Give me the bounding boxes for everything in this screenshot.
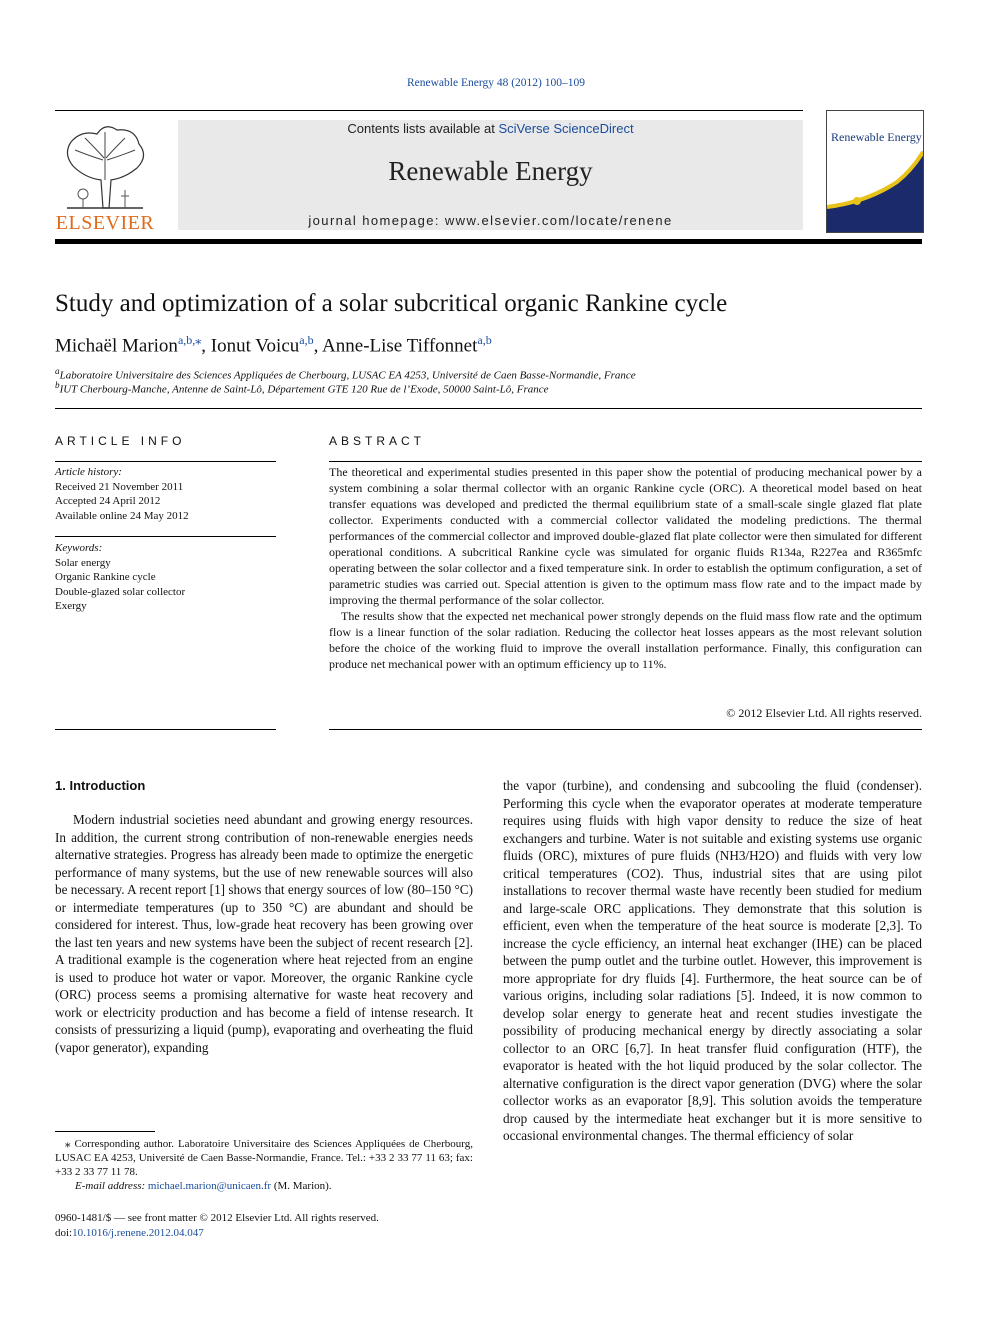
history-label: Article history:	[55, 466, 122, 478]
info-rule	[55, 536, 276, 537]
journal-cover-thumbnail	[826, 110, 924, 233]
cover-title: Renewable Energy	[831, 130, 922, 144]
issn-line: 0960-1481/$ — see front matter © 2012 Elsevier Ltd. All rights reserved.	[55, 1212, 379, 1224]
history-accepted: Accepted 24 April 2012	[55, 495, 161, 507]
abstract-rule	[329, 461, 922, 462]
article-info-heading: ARTICLE INFO	[55, 434, 186, 448]
journal-header-box	[178, 120, 803, 230]
journal-citation[interactable]: Renewable Energy 48 (2012) 100–109	[407, 77, 585, 89]
contents-line	[178, 121, 803, 136]
keywords-label: Keywords:	[55, 542, 103, 554]
author-affiliation-mark[interactable]: a,b	[477, 333, 492, 347]
history-received: Received 21 November 2011	[55, 480, 184, 493]
info-rule	[55, 729, 276, 730]
intro-right-column	[503, 777, 922, 1145]
author-name[interactable]: Anne-Lise Tiffonnet	[322, 335, 478, 357]
intro-paragraph: Modern industrial societies need abundant and growing energy resources. In addition, the current strong contribution of non-renewable energies needs alternative strategies. Progress has already been made to optimize the energetic performance of many systems, but the use of new renewable sources will also be necessary. A recent report [1] shows that energy sources of low (80–150 °C) or intermediate temperatures (up to 350 °C) are abundant and should be considered for interest. Thus, low-grade heat recovery has been growing over the last ten years and new systems have been the subject of recent research [2]. A traditional example is the cogeneration where heat rejected from an engine is used to produce hot water or vapor. Moreover, the organic Rankine cycle (ORC) process seems a promising alternative for waste heat recovery and work or electricity production and has become a field of intense research. It consists of pressurizing a liquid (pump), evaporating and overheating the fluid (vapor generator), expanding	[55, 812, 473, 1055]
elsevier-wordmark: ELSEVIER	[55, 212, 155, 234]
abstract-paragraph: The results show that the expected net mechanical power strongly depends on the fluid mass flow rate and the optimum flow is a linear function of the solar radiation. Reducing the collector heat losses appears as the most relevant solution before the choice of the working fluid to improve the overall installation performance. Finally, this configuration can produce net mechanical power with an optimum efficiency up to 11%.	[329, 609, 922, 671]
abstract-body	[329, 464, 922, 672]
footnote-rule	[55, 1131, 155, 1132]
keywords	[55, 541, 185, 614]
sciencedirect-link[interactable]: SciVerse ScienceDirect	[498, 121, 634, 136]
corresponding-author-note: ⁎ Corresponding author. Laboratoire Universitaire des Sciences Appliquées de Cherbourg, LUSAC EA 4253, Université de Caen Basse-Normandie, France. Tel.: +33 2 33 77 11 63; fax: +33 2 33 77 11 78.	[55, 1138, 473, 1178]
contents-prefix: Contents lists available at	[347, 121, 499, 136]
abstract-copyright: © 2012 Elsevier Ltd. All rights reserved.	[726, 706, 922, 720]
journal-homepage[interactable]: journal homepage: www.elsevier.com/locate/renene	[308, 213, 673, 228]
email-line	[55, 1179, 473, 1193]
keyword: Exergy	[55, 600, 87, 612]
keyword: Solar energy	[55, 556, 111, 569]
abstract-heading: ABSTRACT	[329, 434, 426, 448]
author-affiliation-mark[interactable]: a,b	[299, 333, 314, 347]
info-rule	[55, 461, 276, 462]
email-suffix: (M. Marion).	[273, 1180, 332, 1192]
intro-heading: 1. Introduction	[55, 778, 146, 793]
author-name[interactable]: Ionut Voicu	[210, 335, 300, 357]
doi-prefix: doi:	[55, 1226, 73, 1239]
author-name[interactable]: Michaël Marion	[55, 335, 178, 357]
author-list: Michaël Marion$^{a,b,⁎}$, Ionut Voicu$^{a,b}$, Anne-Lise Tiffonnet$^{a,b}$	[55, 333, 492, 357]
affiliation-b: $^b$IUT Cherbourg-Manche, Antenne de Saint-Lô, Département GTE 120 Rue de l’Exode, 50000 Saint-Lô, France	[55, 380, 549, 396]
cover-swoosh	[827, 111, 923, 232]
abstract-paragraph: The theoretical and experimental studies presented in this paper show the potential of producing mechanical power by a system combining a solar thermal collector with an organic Rankine cycle (ORC). A theoretical model based on heat transfer equations was developed and predicted the thermal equilibrium state of a small-scale single glazed flat plate collector. Experiments conducted with a commercial collector validated the modeling predictions. The thermal performances of the commercial collector and improved double-glazed flat plate collector were then simulated for different operational conditions. A subcritical Rankine cycle was simulated for organic fluids R134a, R227ea and R365mfc operating between the solar collector and a fixed temperature sink. In order to establish the optimum configuration, a set of parametric studies was carried out. Special attention is given to the optimum mass flow rate and to the impact made by improving the thermal performance of the solar collector.	[329, 465, 922, 607]
intro-paragraph: the vapor (turbine), and condensing and subcooling the fluid (condenser). Performing this cycle when the evaporator operates at moderate temperature requires using fluids with high vapor density to reduce the size of heat exchangers and turbine. Water is not suitable and existing systems use organic fluids (ORC), mixtures of pure fluids (NH3/H2O) and fluids with very low critical temperatures (CO2). Thus, industrial sites that are using pilot installations to recover thermal waste have recently been studied for medium and large-scale ORC applications. They demonstrate that this solution is efficient, even when the temperature of the heat source is moderate [2,3]. To increase the cycle efficiency, an internal heat exchanger (IHE) can be placed between the pump outlet and the turbine outlet. However, this improvement is more appropriate for dry fluids [4]. Furthermore, the heat source can be of various origins, including solar radiations [5]. Indeed, it is now common to develop solar energy to generate heat and recent studies investigate the possibility of producing mechanical energy by directly associating a solar collector to an ORC [6,7]. In heat transfer fluid configuration (HTF), the evaporator is heated with the hot liquid produced by the solar collector. The alternative configuration is the direct vapor generation (DVG) where the solar collector works as an evaporator [8,9]. This solution avoids the temperature drop caused by the intermediate heat exchanger but it is more sensitive to occasional environmental changes. The thermal efficiency of solar	[503, 778, 922, 1143]
journal-name: Renewable Energy	[388, 156, 593, 186]
header-rule	[55, 110, 803, 111]
keyword: Double-glazed solar collector	[55, 585, 186, 598]
author-affiliation-mark[interactable]: a,b,⁎	[177, 333, 202, 347]
abstract-rule	[329, 729, 922, 730]
history-online: Available online 24 May 2012	[55, 509, 189, 522]
affiliation-a: $^a$Laboratoire Universitaire des Sciences Appliquées de Cherbourg, LUSAC EA 4253, Université de Caen Basse-Normandie, France	[55, 366, 636, 382]
section-rule	[55, 408, 922, 409]
email-link[interactable]: michael.marion@unicaen.fr	[147, 1180, 272, 1192]
front-matter	[55, 1211, 379, 1240]
article-history	[55, 465, 189, 523]
doi-link[interactable]: 10.1016/j.renene.2012.04.047	[72, 1226, 204, 1239]
intro-left-column	[55, 811, 473, 1056]
keyword: Organic Rankine cycle	[55, 571, 156, 583]
email-label: E-mail address:	[75, 1180, 146, 1192]
article-title: Study and optimization of a solar subcritical organic Rankine cycle	[55, 290, 728, 317]
corresponding-footnote	[55, 1137, 473, 1193]
header-thick-rule	[55, 239, 922, 244]
